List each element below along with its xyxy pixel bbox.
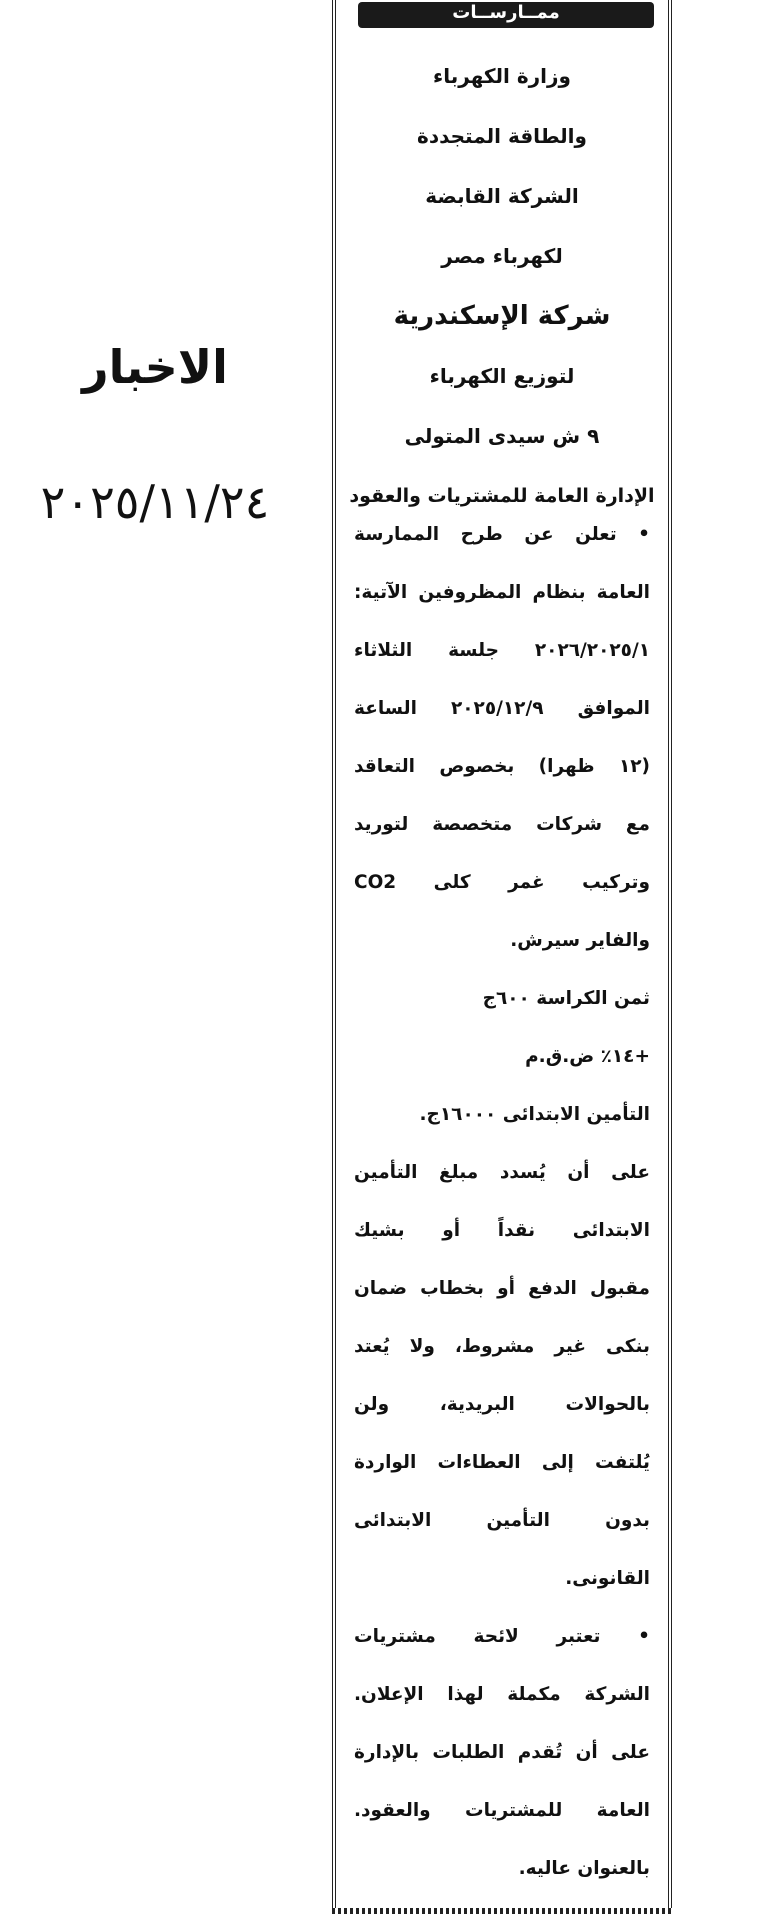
newspaper-name: الاخبار xyxy=(82,340,228,394)
body-line: على أن يُسدد مبلغ التأمين xyxy=(354,1162,650,1183)
body-line: التأمين الابتدائى ١٦٠٠٠ج. xyxy=(419,1104,650,1125)
body-line: والفاير سيرش. xyxy=(510,930,650,951)
company-name-2: لتوزيع الكهرباء xyxy=(429,364,575,388)
body-line: بدون التأمين الابتدائى xyxy=(354,1510,650,1531)
ad-body xyxy=(354,506,650,1898)
body-line: مع شركات متخصصة لتوريد xyxy=(354,814,650,835)
body-line: بالحوالات البريدية، ولن xyxy=(354,1394,650,1415)
body-line: ٢٠٢٦/٢٠٢٥/١ جلسة الثلاثاء xyxy=(354,640,650,661)
body-line: • تعلن عن طرح الممارسة xyxy=(354,524,650,545)
ministry-line: وزارة الكهرباء xyxy=(433,64,571,88)
company-name: شركة الإسكندرية xyxy=(393,301,611,331)
ministry-line-2: والطاقة المتجددة xyxy=(417,124,587,148)
holding-company-line: الشركة القابضة xyxy=(425,184,579,208)
body-line: ثمن الكراسة ٦٠٠ج xyxy=(482,988,650,1009)
body-line: بنكى غير مشروط، ولا يُعتد xyxy=(354,1336,650,1357)
body-line: +١٤٪ ض.ق.م xyxy=(525,1046,650,1067)
ad-header xyxy=(336,48,668,528)
body-line: الابتدائى نقداً أو بشيك xyxy=(354,1220,650,1241)
body-line: وتركيب غمر كلى CO2 xyxy=(354,872,650,893)
body-line: بالعنوان عاليه. xyxy=(518,1858,650,1879)
body-line: يُلتفت إلى العطاءات الواردة xyxy=(354,1452,650,1473)
section-tag: ممــارســات xyxy=(358,2,654,28)
body-line: العامة بنظام المظروفين الآتية: xyxy=(354,582,650,603)
body-line: • تعتبر لائحة مشتريات xyxy=(354,1626,650,1647)
ad-column xyxy=(332,0,672,1910)
address-line: ٩ ش سيدى المتولى xyxy=(404,424,600,448)
body-line: القانونى. xyxy=(565,1568,650,1589)
body-line: الشركة مكملة لهذا الإعلان. xyxy=(354,1684,650,1705)
bottom-border xyxy=(332,1908,672,1914)
body-line: مقبول الدفع أو بخطاب ضمان xyxy=(354,1278,650,1299)
body-line: العامة للمشتريات والعقود. xyxy=(354,1800,650,1821)
body-line: الموافق ٢٠٢٥/١٢/٩ الساعة xyxy=(354,698,650,719)
body-line: على أن تُقدم الطلبات بالإدارة xyxy=(354,1742,650,1763)
department-line: الإدارة العامة للمشتريات والعقود xyxy=(349,485,655,507)
publication-date: ٢٠٢٥/١١/٢٤ xyxy=(40,475,270,529)
holding-company-line-2: لكهرباء مصر xyxy=(441,244,563,268)
body-line: (١٢ ظهرا) بخصوص التعاقد xyxy=(354,756,650,777)
